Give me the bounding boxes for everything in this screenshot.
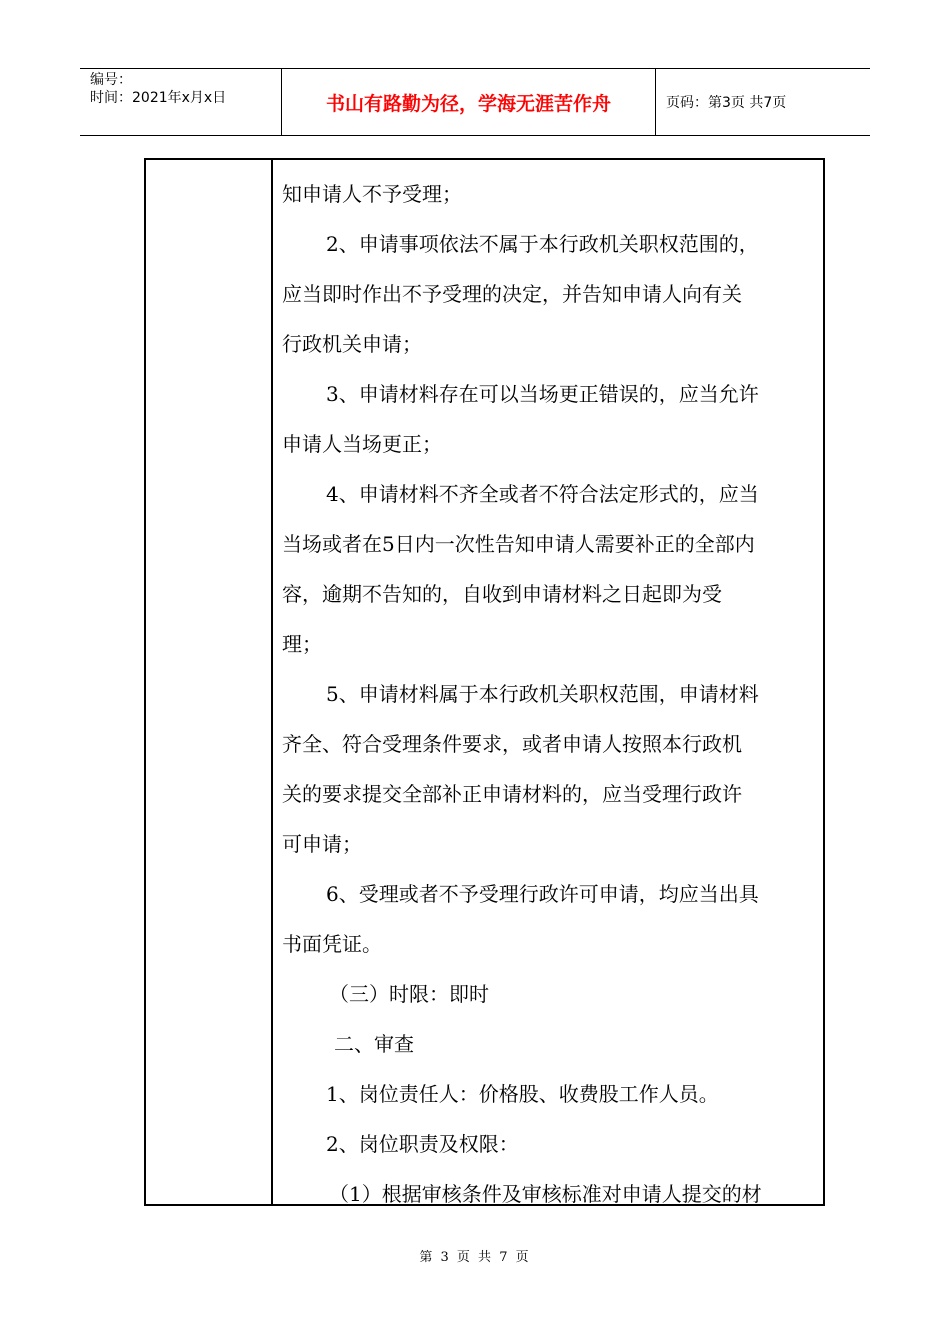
- text-line: 1、岗位责任人：价格股、收费股工作人员。: [326, 1082, 719, 1106]
- text-line: 理；: [282, 632, 322, 656]
- page-footer: 第 3 页 共 7 页: [419, 1250, 531, 1265]
- text-line: 齐全、符合受理条件要求，或者申请人按照本行政机: [282, 732, 742, 756]
- header-motto: 书山有路勤为径，学海无涯苦作舟: [282, 69, 656, 135]
- table-content-cell: [273, 160, 823, 1204]
- text-line: 书面凭证。: [282, 932, 382, 956]
- text-line: （1）根据审核条件及审核标准对申请人提交的材: [329, 1182, 762, 1204]
- text-line: 4、申请材料不齐全或者不符合法定形式的，应当: [326, 482, 759, 506]
- text-line: 2、岗位职责及权限：: [326, 1132, 519, 1156]
- text-line: 知申请人不予受理；: [282, 182, 462, 206]
- text-line: 可申请；: [282, 832, 362, 856]
- text-line: 6、受理或者不予受理行政许可申请，均应当出具: [326, 882, 759, 906]
- text-line: 5、申请材料属于本行政机关职权范围，申请材料: [326, 682, 759, 706]
- page-header: [80, 68, 870, 136]
- text-line: 2、申请事项依法不属于本行政机关职权范围的，: [326, 232, 759, 256]
- text-line: 应当即时作出不予受理的决定，并告知申请人向有关: [282, 282, 742, 306]
- text-line: 行政机关申请；: [282, 332, 422, 356]
- text-line: 3、申请材料存在可以当场更正错误的，应当允许: [326, 382, 759, 406]
- text-line: 关的要求提交全部补正申请材料的，应当受理行政许: [282, 782, 742, 806]
- table-label-cell: [146, 160, 273, 1204]
- content-table: [144, 158, 825, 1206]
- text-line: 二、审查: [334, 1032, 414, 1056]
- header-meta: [80, 69, 282, 135]
- text-line: 申请人当场更正；: [282, 432, 442, 456]
- text-line: 当场或者在5日内一次性告知申请人需要补正的全部内: [282, 532, 755, 556]
- document-number: 编号：: [90, 72, 132, 88]
- text-line: （三）时限：即时: [329, 982, 489, 1006]
- text-line: 容，逾期不告知的，自收到申请材料之日起即为受: [282, 582, 722, 606]
- header-page-number: 页码：第3页 共7页: [666, 95, 787, 111]
- document-date: 时间：2021年x月x日: [90, 90, 227, 106]
